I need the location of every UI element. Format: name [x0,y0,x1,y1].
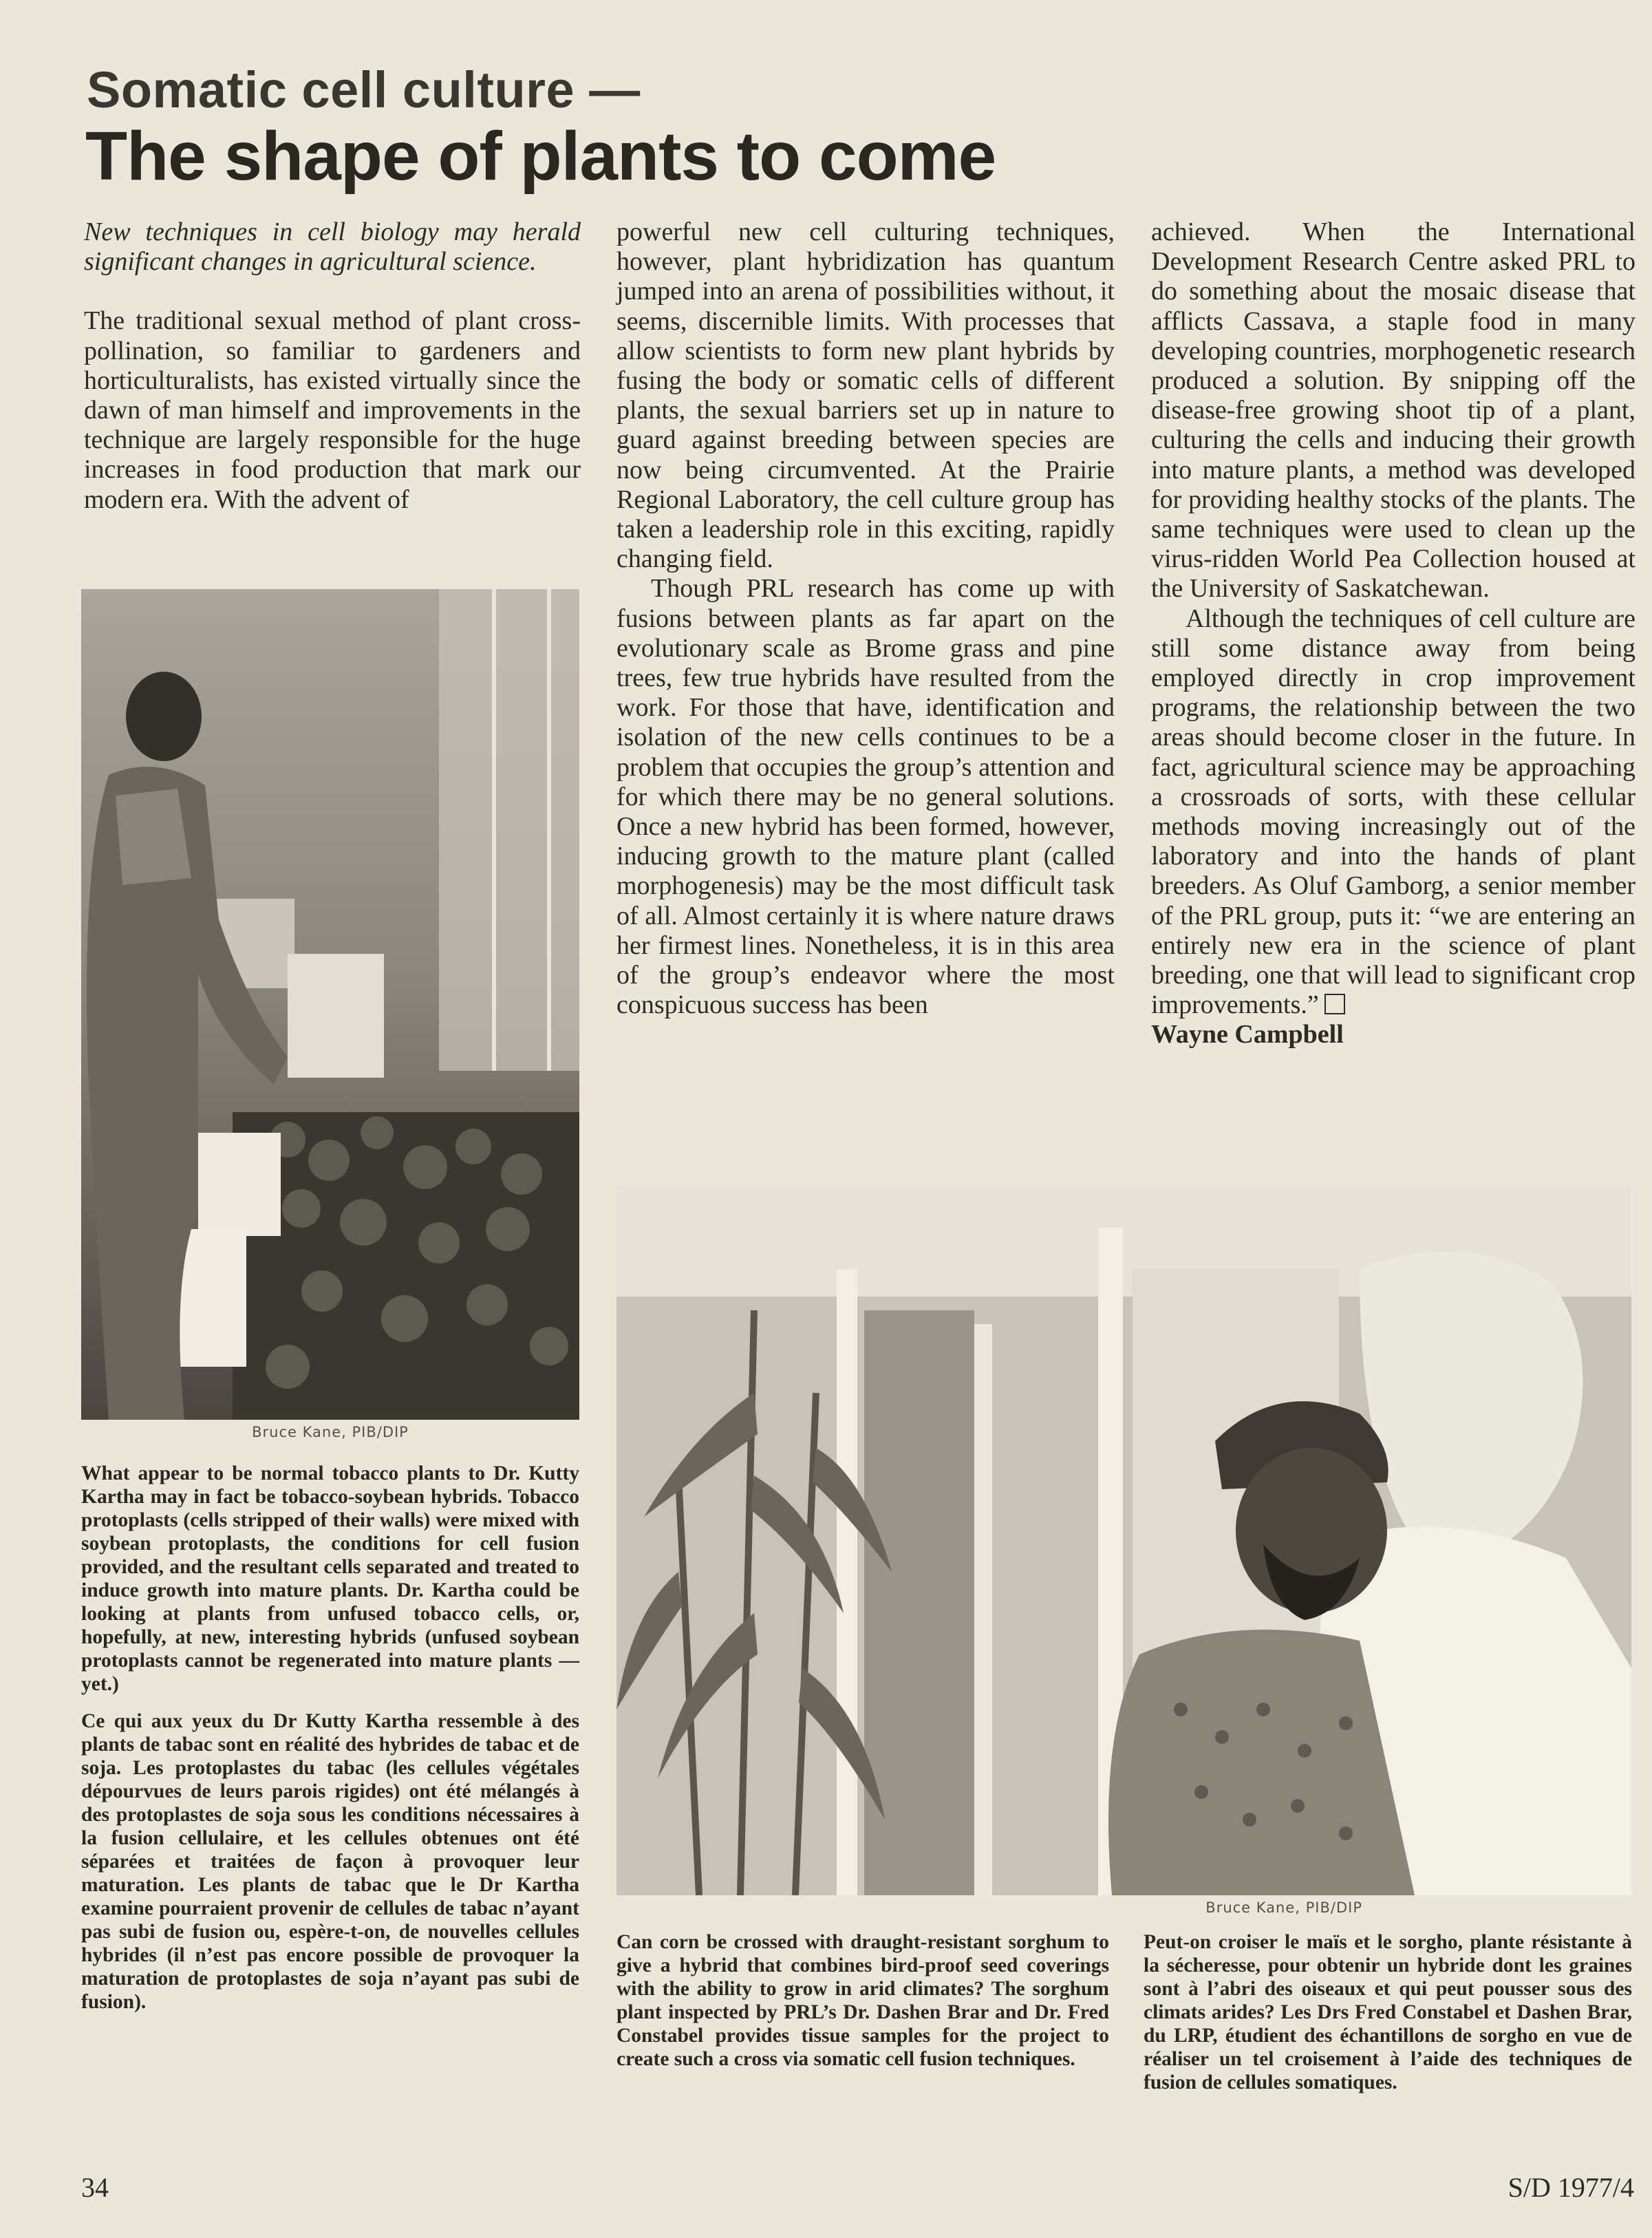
article-paragraph: The traditional sexual method of plant cross-pollination, so familiar to gardeners and horticulturalists, has existed virtually since the dawn of man himself and improvements in the technique are largely responsible for the huge increases in food production that mark our modern era. With the advent of [84,306,581,514]
article-headline: The shape of plants to come [85,118,996,195]
article-paragraph: achieved. When the International Development Research Centre asked PRL to do something about the mosaic disease that afflicts Cassava, a staple food in many developing countries, morphogenetic research produced a solution. By snipping off the disease-free growing shoot tip of a plant, culturing the cells and inducing their growth into mature plants, a method was developed for providing healthy stocks of the plants. The same techniques were used to clean up the virus-ridden World Pea Collection housed at the University of Saskatchewan. [1151,217,1635,604]
page-number: 34 [81,2172,109,2203]
photo-credit: Bruce Kane, PIB/DIP [1205,1899,1362,1916]
caption-english: Can corn be crossed with draught-resistant sorghum to give a hybrid that combines bird-proof seed coverings with the ability to grow in arid climates? The sorghum plant inspected by PRL’s Dr. Dashen Brar and Dr. Fred Constabel provides tissue samples for the project to create such a cross via somatic cell fusion techniques. [616,1931,1109,2070]
photo-image [81,589,579,1420]
article-paragraph: Though PRL research has come up with fusions between plants as far apart on the evolutionary scale as Brome grass and pine trees, few true hybrids have resulted from the work. For those that have, identification and isolation of the new cells continues to be a problem that occupies the group’s attention and for which there may be no general solutions. Once a new hybrid has been formed, however, inducing growth to the mature plant (called morphogenesis) may be the most difficult task of all. Almost certainly it is where nature draws her firmest lines. Nonetheless, it is in this area of the group’s endeavor where the most conspicuous success has been [616,574,1115,1020]
end-mark-icon [1324,994,1345,1014]
photo-caption-2-french [1144,1930,1632,2108]
photo-image [616,1186,1631,1895]
article-byline: Wayne Campbell [1151,1020,1344,1049]
photo-credit: Bruce Kane, PIB/DIP [252,1424,409,1440]
photo-kartha-tobacco-plants [81,589,579,1420]
caption-french: Peut-on croiser le maïs et le sorgho, plante résistante à la sécheresse, pour obtenir un hybride dont les graines sont à l’abri des oiseaux et qui peut pousser sous des climats arides? Les Drs Fred Constabel et Dashen Brar, du LRP, étudient des échantillons de sorgho en vue de réaliser un tel croisement à l’aide des techniques de fusion de cellules somatiques. [1144,1931,1632,2093]
article-paragraph: Although the techniques of cell culture are still some distance away from being employed directly in crop improvement programs, the relationship between the two areas should become closer in the future. In fact, agricultural science may be approaching a crossroads of sorts, with these cellular methods moving increasingly out of the laboratory and into the hands of plant breeders. As Oluf Gamborg, a senior member of the PRL group, puts it: “we are entering an entirely new era in the science of plant breeding, one that will lead to significant crop improvements.” [1151,604,1635,1020]
photo-caption-1 [81,1462,579,2027]
article-column-1 [84,217,581,515]
article-kicker: Somatic cell culture — [87,61,641,118]
caption-french: Ce qui aux yeux du Dr Kutty Kartha ressemble à des plants de tabac sont en réalité des hybrides de tabac et de soja. Les protoplastes du tabac (les cellules végétales dépourvues de leurs parois rigides) ont été mélangés à des protoplastes de soja sous les conditions nécessaires à la fusion cellulaire, et les cellules obtenues ont été séparées et traitées de façon à provoquer leur maturation. Les plants de tabac que le Dr Kartha examine pourraient provenir de cellules de tabac n’ayant pas subi de fusion ou, espère-t-on, de nouvelles cellules hybrides (il n’est pas encore possible de provoquer la maturation de protoplastes de soja n’ayant pas subi de fusion). [81,1710,579,2013]
article-deck: New techniques in cell biology may herald significant changes in agricultural science. [84,217,581,277]
article-paragraph: powerful new cell culturing techniques, however, plant hybridization has quantum jumped into an arena of possibilities without, it seems, discernible limits. With processes that allow scientists to form new plant hybrids by fusing the body or somatic cells of different plants, the sexual barriers set up in nature to guard against breeding between species are now being circumvented. At the Prairie Regional Laboratory, the cell culture group has taken a leadership role in this exciting, rapidly changing field. [616,217,1115,574]
article-column-3 [1151,217,1635,1050]
photo-brar-constabel-sorghum [616,1186,1631,1895]
issue-label: S/D 1977/4 [1508,2172,1634,2203]
photo-caption-2-english [616,1930,1109,2085]
caption-english: What appear to be normal tobacco plants to Dr. Kutty Kartha may in fact be tobacco-soybean hybrids. Tobacco protoplasts (cells stripped of their walls) were mixed with soybean protoplasts, the conditions for cell fusion provided, and the resultant cells separated and treated to induce growth into mature plants. Dr. Kartha could be looking at plants from unfused tobacco cells, or, hopefully, at new, interesting hybrids (unfused soybean protoplasts cannot be regenerated into mature plants — yet.) [81,1462,579,1695]
article-column-2 [616,217,1115,1020]
